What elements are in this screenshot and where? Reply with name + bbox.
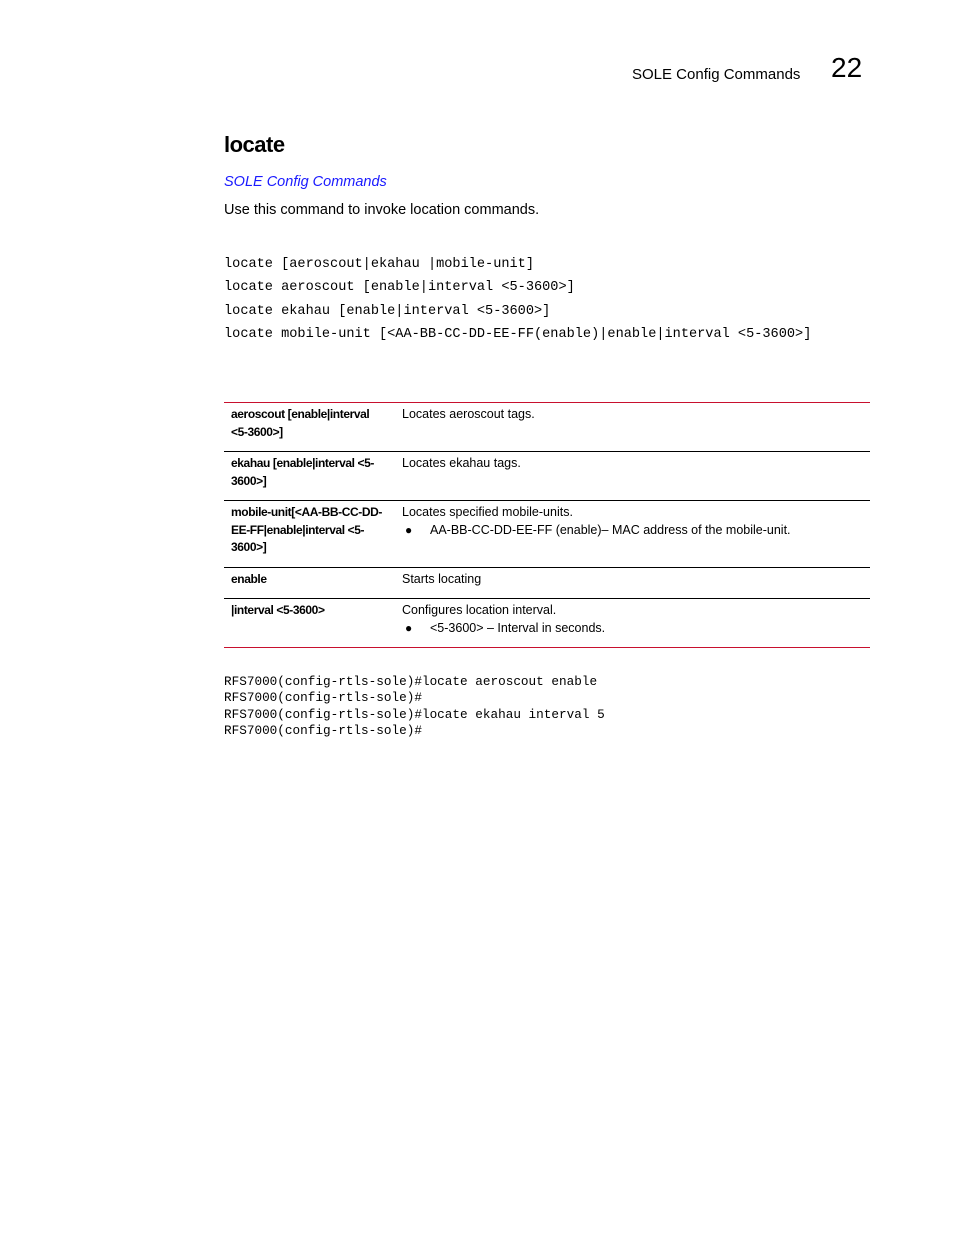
table-row bbox=[224, 403, 870, 452]
chapter-number: 22 bbox=[831, 52, 863, 83]
syntax-block bbox=[224, 253, 811, 346]
param-description bbox=[390, 567, 870, 599]
example-line: RFS7000(config-rtls-sole)# bbox=[224, 690, 422, 706]
list-item-text: AA-BB-CC-DD-EE-FF (enable)– MAC address of the mobile-unit. bbox=[430, 522, 791, 537]
param-description bbox=[390, 501, 870, 568]
param-name: aeroscout [enable|interval <5-3600>] bbox=[224, 403, 390, 452]
syntax-line: locate [aeroscout|ekahau |mobile-unit] bbox=[224, 257, 534, 272]
syntax-line: locate ekahau [enable|interval <5-3600>] bbox=[224, 303, 551, 319]
list-item-text: <5-3600> – Interval in seconds. bbox=[430, 620, 606, 635]
table-row bbox=[224, 567, 870, 599]
section-title: locate bbox=[224, 132, 285, 157]
bullet-list bbox=[402, 620, 864, 638]
bullet-list bbox=[402, 522, 864, 540]
chapter-title: SOLE Config Commands bbox=[632, 66, 801, 83]
syntax-line: locate mobile-unit [<AA-BB-CC-DD-EE-FF(enable)|enable|interval <5-3600>] bbox=[224, 326, 812, 342]
param-name: |interval <5-3600> bbox=[231, 603, 325, 617]
example-line: RFS7000(config-rtls-sole)#locate aeroscout enable bbox=[224, 674, 598, 689]
param-description bbox=[390, 403, 870, 452]
bullet-icon: ● bbox=[405, 522, 413, 537]
syntax-line: locate aeroscout [enable|interval <5-3600>] bbox=[224, 280, 575, 296]
example-line: RFS7000(config-rtls-sole)#locate ekahau interval 5 bbox=[224, 706, 605, 722]
parameters-table bbox=[224, 402, 870, 648]
example-block bbox=[224, 674, 605, 739]
table-row bbox=[224, 452, 870, 501]
param-description-text: Starts locating bbox=[402, 571, 482, 586]
param-description-text: Locates specified mobile-units. bbox=[402, 505, 573, 519]
table-row bbox=[224, 501, 870, 568]
param-description-text: Locates aeroscout tags. bbox=[402, 407, 535, 421]
param-description-text: Configures location interval. bbox=[402, 603, 557, 617]
param-name: enable bbox=[224, 567, 390, 599]
command-description: Use this command to invoke location commands. bbox=[224, 202, 540, 218]
param-description bbox=[390, 452, 870, 501]
example-line: RFS7000(config-rtls-sole)# bbox=[224, 722, 422, 738]
param-name: ekahau [enable|interval <5-3600>] bbox=[224, 452, 390, 501]
param-description-text: Locates ekahau tags. bbox=[402, 456, 521, 470]
table-row bbox=[224, 599, 870, 648]
sole-config-commands-link[interactable]: SOLE Config Commands bbox=[224, 174, 387, 190]
param-description bbox=[390, 599, 870, 648]
param-name: mobile-unit[<AA-BB-CC-DD-EE-FF|enable|interval <5-3600>] bbox=[224, 501, 390, 568]
bullet-icon: ● bbox=[405, 620, 413, 635]
list-item bbox=[402, 620, 864, 638]
list-item bbox=[402, 522, 864, 540]
